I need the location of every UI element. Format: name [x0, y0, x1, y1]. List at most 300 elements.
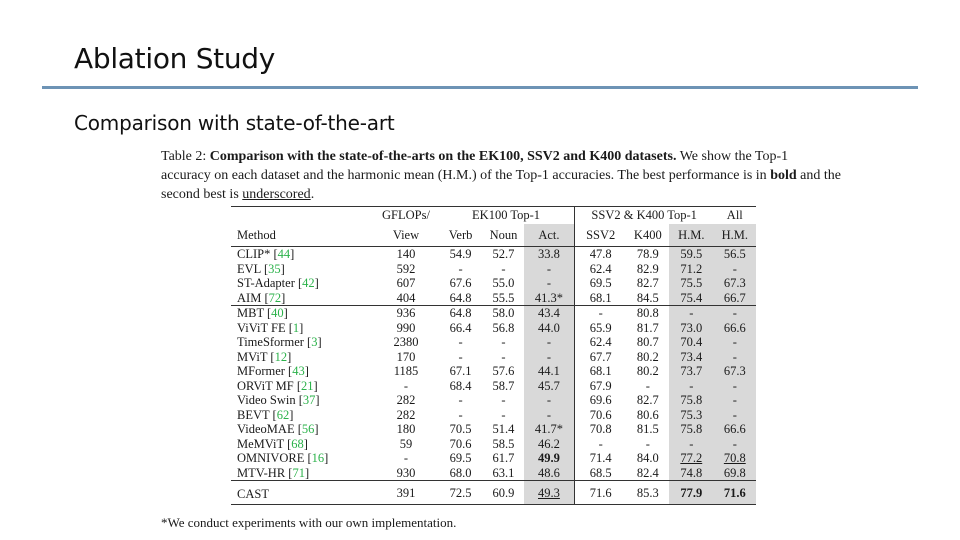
cell-value: 81.7 — [636, 320, 659, 335]
value-cell — [669, 291, 714, 306]
cell-value: 68.1 — [589, 290, 612, 305]
cell-value: 70.6 — [449, 436, 472, 451]
value-cell — [714, 408, 756, 423]
value-cell — [374, 437, 439, 452]
cell-value: 43.4 — [538, 306, 560, 320]
cell-value: 66.7 — [723, 290, 746, 305]
value-cell — [483, 437, 524, 452]
value-cell — [669, 262, 714, 277]
cell-value: 41.3* — [534, 290, 563, 305]
citation-link[interactable]: 42 — [302, 276, 315, 290]
method-name: Video Swin — [237, 393, 296, 407]
value-cell — [627, 262, 669, 277]
citation-link[interactable]: 1 — [292, 320, 300, 335]
value-cell — [438, 321, 483, 336]
citation-link[interactable]: 37 — [302, 393, 316, 407]
value-cell — [574, 379, 626, 394]
cell-value: 44.1 — [538, 364, 560, 378]
header-cell: K400 — [627, 224, 669, 247]
value-cell — [714, 379, 756, 394]
cell-value: 68.5 — [589, 465, 612, 480]
cell-value: 282 — [396, 407, 416, 422]
cell-value: 80.7 — [636, 335, 659, 349]
cell-value: 81.5 — [636, 422, 659, 436]
value-cell — [438, 350, 483, 365]
cell-value: 70.6 — [589, 407, 612, 422]
cell-value: 404 — [396, 290, 416, 305]
cell-value: 58.7 — [492, 378, 515, 393]
caption-label: Table 2: — [161, 149, 207, 164]
cell-value: - — [458, 261, 463, 276]
value-cell — [438, 408, 483, 423]
cell-value: 46.2 — [538, 436, 560, 451]
cell-value: - — [732, 261, 737, 276]
caption-text-1: We show the Top-1 accuracy on each dataset and the harmonic mean (H.M.) of the Top-1 accuracies. The best performance is in — [161, 149, 789, 183]
cell-value: 82.7 — [636, 393, 659, 407]
cell-value: 67.3 — [723, 276, 746, 290]
cell-value: 71.6 — [589, 485, 612, 500]
value-cell — [438, 276, 483, 291]
table-row — [231, 247, 756, 262]
citation-link[interactable]: 43 — [292, 364, 305, 378]
cell-value: 282 — [396, 393, 416, 407]
citation-link[interactable]: 72 — [268, 290, 282, 305]
value-cell — [374, 393, 439, 408]
header-cell: H.M. — [714, 224, 756, 247]
cell-value: 2380 — [393, 335, 419, 349]
value-cell — [714, 306, 756, 321]
cell-value: 59 — [399, 436, 413, 451]
table-row — [231, 364, 756, 379]
cell-value: 64.8 — [449, 306, 472, 320]
comparison-table — [231, 206, 756, 505]
value-cell — [374, 321, 439, 336]
value-cell — [574, 276, 626, 291]
cell-value: 58.5 — [492, 436, 515, 451]
cell-value: 33.8 — [538, 247, 560, 261]
value-cell — [574, 247, 626, 262]
value-cell — [714, 262, 756, 277]
caption-end: . — [310, 187, 315, 202]
cell-value: - — [546, 276, 552, 290]
header-cell: Verb — [438, 224, 483, 247]
caption-text-2: and the second best is — [161, 168, 841, 202]
value-cell — [524, 262, 574, 277]
cell-value: - — [546, 407, 552, 422]
table-row — [231, 291, 756, 306]
table-caption — [161, 147, 841, 204]
value-cell — [669, 466, 714, 481]
cell-value: 56.8 — [492, 320, 515, 335]
value-cell — [669, 276, 714, 291]
method-cell: MeMViT [68] — [237, 436, 308, 451]
value-cell — [714, 321, 756, 336]
cell-value: - — [546, 261, 552, 276]
value-cell — [374, 379, 439, 394]
title-divider — [42, 86, 918, 89]
value-cell — [669, 306, 714, 321]
cell-value: - — [732, 306, 737, 320]
value-cell — [374, 451, 439, 466]
cell-value: 68.4 — [449, 378, 472, 393]
value-cell — [374, 335, 439, 350]
value-cell — [483, 408, 524, 423]
cell-value: 77.9 — [680, 485, 703, 500]
table-body — [231, 207, 756, 505]
cell-value: 49.9 — [538, 451, 560, 465]
method-cell: CLIP* [44] — [237, 247, 295, 261]
table-row — [231, 451, 756, 466]
method-name: ST-Adapter — [237, 276, 295, 290]
value-cell — [714, 247, 756, 262]
cell-value: 54.9 — [449, 247, 472, 261]
method-name: ViViT FE — [237, 320, 286, 335]
value-cell — [627, 291, 669, 306]
cell-value: - — [732, 436, 737, 451]
cell-value: 936 — [396, 306, 416, 320]
cell-value: 72.5 — [449, 485, 472, 500]
cell-value: - — [501, 335, 506, 349]
cell-value: 75.4 — [680, 290, 703, 305]
cell-value: 77.2 — [680, 451, 703, 465]
value-cell — [669, 379, 714, 394]
value-cell — [374, 422, 439, 437]
value-cell — [438, 481, 483, 505]
value-cell — [374, 306, 439, 321]
header-cell: All — [714, 207, 756, 225]
value-cell — [483, 393, 524, 408]
value-cell — [574, 408, 626, 423]
value-cell — [483, 291, 524, 306]
cell-value: 80.2 — [636, 364, 659, 378]
value-cell — [627, 335, 669, 350]
citation-link[interactable]: 40 — [271, 306, 284, 320]
cell-value: 73.4 — [680, 349, 703, 364]
value-cell — [714, 276, 756, 291]
value-cell — [438, 364, 483, 379]
value-cell — [714, 335, 756, 350]
value-cell — [483, 481, 524, 505]
value-cell — [483, 364, 524, 379]
value-cell — [524, 321, 574, 336]
table-row — [231, 306, 756, 321]
footnote: *We conduct experiments with our own implementation. — [161, 515, 457, 530]
cell-value: 70.8 — [589, 422, 612, 436]
value-cell — [627, 306, 669, 321]
value-cell — [627, 451, 669, 466]
header-cell: Act. — [524, 224, 574, 247]
value-cell — [627, 247, 669, 262]
cell-value: 69.8 — [723, 465, 746, 480]
cell-value: 592 — [396, 261, 416, 276]
value-cell — [483, 335, 524, 350]
value-cell — [714, 393, 756, 408]
value-cell — [524, 437, 574, 452]
cell-value: 80.6 — [636, 407, 659, 422]
value-cell — [574, 364, 626, 379]
cell-value: 60.9 — [492, 485, 515, 500]
cell-value: - — [501, 349, 506, 364]
header-cell: Noun — [483, 224, 524, 247]
value-cell — [438, 466, 483, 481]
method-cell: ST-Adapter [42] — [237, 276, 319, 290]
header-cell: SSV2 — [574, 224, 626, 247]
cell-value: 180 — [396, 422, 416, 436]
cell-value: 70.8 — [723, 451, 746, 465]
header-cell: View — [374, 224, 439, 247]
cell-value: 69.5 — [589, 276, 612, 290]
cell-value: 41.7* — [534, 422, 563, 436]
method-cell: Video Swin [37] — [237, 393, 320, 407]
value-cell — [627, 364, 669, 379]
cell-value: 66.6 — [723, 422, 746, 436]
method-cell: OMNIVORE [16] — [237, 451, 329, 465]
header-cell: EK100 Top-1 — [438, 207, 574, 225]
value-cell — [714, 481, 756, 505]
cell-value: 51.4 — [492, 422, 515, 436]
value-cell — [524, 335, 574, 350]
caption-bold-word: bold — [770, 168, 797, 183]
value-cell — [574, 422, 626, 437]
cell-value: - — [732, 335, 737, 349]
method-name: MViT — [237, 349, 268, 364]
cell-value: 57.6 — [492, 364, 515, 378]
header-cell: Method — [231, 224, 374, 247]
method-name: MBT — [237, 306, 264, 320]
cell-value: 75.5 — [680, 276, 703, 290]
header-row-1 — [231, 207, 756, 225]
cell-value: 82.7 — [636, 276, 659, 290]
value-cell — [627, 466, 669, 481]
cell-value: - — [689, 378, 694, 393]
method-name: AIM — [237, 290, 262, 305]
citation-link[interactable]: 12 — [274, 349, 288, 364]
cell-value: - — [403, 451, 409, 465]
citation-link[interactable]: 68 — [291, 436, 304, 451]
value-cell — [483, 350, 524, 365]
value-cell — [574, 437, 626, 452]
value-cell — [483, 276, 524, 291]
method-cell: BEVT [62] — [237, 407, 294, 422]
table-row — [231, 437, 756, 452]
cell-value: 49.3 — [538, 485, 560, 500]
value-cell — [483, 422, 524, 437]
value-cell — [574, 321, 626, 336]
value-cell — [714, 437, 756, 452]
value-cell — [438, 393, 483, 408]
cell-value: 55.5 — [492, 290, 515, 305]
comparison-table-wrapper — [231, 206, 756, 505]
cell-value: 67.7 — [589, 349, 612, 364]
method-name: MFormer — [237, 364, 285, 378]
citation-link[interactable]: 56 — [301, 422, 315, 436]
cell-value: - — [501, 393, 506, 407]
cell-value: - — [403, 378, 409, 393]
value-cell — [374, 481, 439, 505]
value-cell — [627, 350, 669, 365]
value-cell — [524, 364, 574, 379]
method-name: BEVT — [237, 407, 270, 422]
method-cell: TimeSformer [3] — [237, 335, 322, 349]
cell-value: - — [501, 261, 506, 276]
value-cell — [627, 481, 669, 505]
value-cell — [524, 422, 574, 437]
cell-value: - — [458, 407, 463, 422]
value-cell — [524, 481, 574, 505]
cell-value: - — [546, 393, 552, 407]
cell-value: 65.9 — [589, 320, 612, 335]
cell-value: - — [458, 349, 463, 364]
value-cell — [438, 437, 483, 452]
cell-value: - — [546, 349, 552, 364]
cell-value: 70.4 — [680, 335, 703, 349]
cell-value: 45.7 — [538, 378, 560, 393]
method-name: CLIP* — [237, 247, 271, 261]
value-cell — [524, 350, 574, 365]
value-cell — [669, 393, 714, 408]
value-cell — [374, 408, 439, 423]
cell-value: 607 — [396, 276, 416, 290]
cell-value: 80.8 — [636, 306, 659, 320]
value-cell — [524, 379, 574, 394]
cell-value: 73.0 — [680, 320, 703, 335]
method-name: OMNIVORE — [237, 451, 305, 465]
value-cell — [524, 466, 574, 481]
citation-link[interactable]: 35 — [268, 261, 281, 276]
value-cell — [438, 291, 483, 306]
value-cell — [374, 247, 439, 262]
method-cell: EVL [35] — [237, 261, 285, 276]
cell-value: 140 — [396, 247, 416, 261]
method-name: EVL — [237, 261, 261, 276]
cell-value: 52.7 — [492, 247, 515, 261]
value-cell — [627, 321, 669, 336]
method-cell — [231, 481, 374, 505]
cell-value: - — [732, 407, 737, 422]
caption-underlined-word: underscored — [242, 187, 311, 202]
cell-value: 75.3 — [680, 407, 703, 422]
cell-value: 1185 — [393, 364, 419, 378]
cell-value: 69.6 — [589, 393, 612, 407]
value-cell — [524, 408, 574, 423]
table-row — [231, 393, 756, 408]
table-row — [231, 481, 756, 505]
value-cell — [714, 291, 756, 306]
cell-value: 930 — [396, 465, 416, 480]
cell-value: - — [645, 436, 650, 451]
method-cell: AIM [72] — [237, 290, 286, 305]
cell-value: 82.4 — [636, 465, 659, 480]
cell-value: 71.6 — [723, 485, 746, 500]
value-cell — [524, 291, 574, 306]
header-cell: GFLOPs/ — [374, 207, 439, 225]
value-cell — [669, 437, 714, 452]
value-cell — [714, 451, 756, 466]
citation-link[interactable]: 21 — [301, 378, 314, 393]
cell-value: - — [732, 349, 737, 364]
value-cell — [627, 379, 669, 394]
value-cell — [374, 364, 439, 379]
value-cell — [483, 379, 524, 394]
value-cell — [669, 321, 714, 336]
cell-value: 48.6 — [538, 465, 560, 480]
cell-value: - — [458, 335, 463, 349]
value-cell — [438, 262, 483, 277]
citation-link[interactable]: 16 — [311, 451, 325, 465]
value-cell — [524, 306, 574, 321]
method-cell: VideoMAE [56] — [237, 422, 319, 436]
value-cell — [669, 364, 714, 379]
method-name: TimeSformer — [237, 335, 304, 349]
cell-value: 73.7 — [680, 364, 703, 378]
value-cell — [714, 422, 756, 437]
cell-value: 391 — [396, 485, 416, 500]
method-name: VideoMAE — [237, 422, 295, 436]
method-cell: MViT [12] — [237, 349, 292, 364]
value-cell — [669, 451, 714, 466]
method-name: MTV-HR — [237, 465, 286, 480]
cell-value: 66.6 — [723, 320, 746, 335]
cell-value: - — [598, 436, 603, 451]
cell-value: - — [732, 378, 737, 393]
value-cell — [438, 451, 483, 466]
value-cell — [483, 262, 524, 277]
value-cell — [669, 335, 714, 350]
value-cell — [627, 437, 669, 452]
cell-value: 55.0 — [492, 276, 515, 290]
citation-link[interactable]: 44 — [277, 247, 291, 261]
table-row — [231, 335, 756, 350]
cell-value: 71.4 — [589, 451, 612, 465]
value-cell — [669, 350, 714, 365]
cell-value: - — [598, 306, 603, 320]
value-cell — [524, 393, 574, 408]
value-cell — [483, 466, 524, 481]
cell-value: 85.3 — [636, 485, 659, 500]
cell-value: 82.9 — [636, 261, 659, 276]
value-cell — [374, 276, 439, 291]
citation-link[interactable]: 62 — [276, 407, 290, 422]
value-cell — [374, 262, 439, 277]
method-cell: ORViT MF [21] — [237, 378, 318, 393]
cell-value: 62.4 — [589, 261, 612, 276]
table-row — [231, 276, 756, 291]
citation-link[interactable]: 71 — [292, 465, 305, 480]
value-cell — [483, 247, 524, 262]
cell-value: 56.5 — [723, 247, 746, 261]
value-cell — [627, 393, 669, 408]
cell-value: 58.0 — [492, 306, 515, 320]
header-row-2 — [231, 224, 756, 247]
cell-value: - — [689, 436, 694, 451]
method-cell: MBT [40] — [231, 306, 374, 321]
value-cell — [524, 247, 574, 262]
cell-value: 70.5 — [449, 422, 472, 436]
value-cell — [669, 481, 714, 505]
cell-value: 68.0 — [449, 465, 472, 480]
method-cell: ViViT FE [1] — [237, 320, 304, 335]
value-cell — [627, 408, 669, 423]
value-cell — [438, 335, 483, 350]
value-cell — [574, 451, 626, 466]
value-cell — [574, 481, 626, 505]
cell-value: 63.1 — [492, 465, 515, 480]
citation-link[interactable]: 3 — [311, 335, 318, 349]
cell-value: 67.9 — [589, 378, 612, 393]
cell-value: 67.6 — [449, 276, 472, 290]
cell-value: - — [458, 393, 463, 407]
cell-value: 62.4 — [589, 335, 612, 349]
